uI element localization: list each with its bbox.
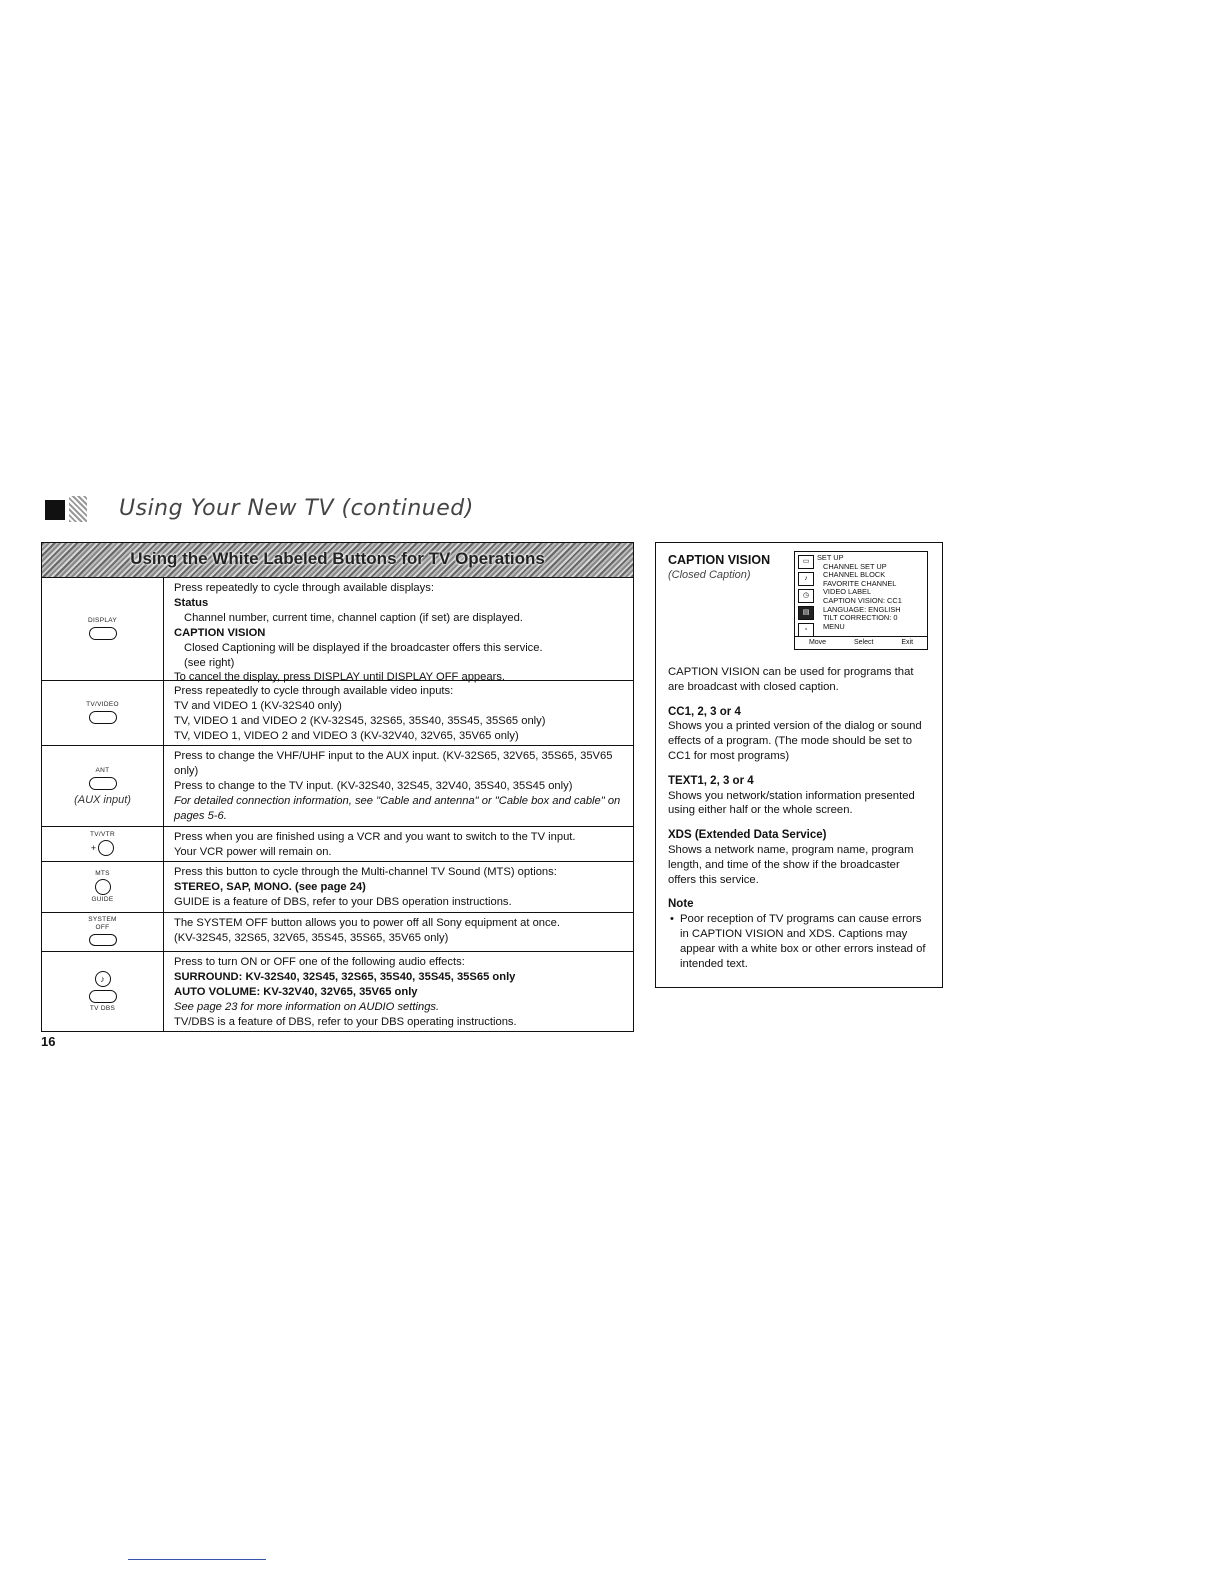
surround-button-icon: [89, 990, 117, 1003]
tv-video-button-cell: [42, 681, 164, 745]
table-row-tv-video: [42, 680, 633, 745]
text-line: Press to change the VHF/UHF input to the AUX input. (KV-32S65, 32V65, 35S65, 35V65 only): [174, 750, 613, 777]
mts-button-cell: [42, 862, 164, 912]
screen-icon: ▫: [798, 623, 814, 637]
table-row-mts: [42, 861, 633, 912]
caption-body: [668, 665, 930, 971]
text-line: Closed Captioning will be displayed if the broadcaster offers this service.: [184, 641, 543, 654]
ant-description: [164, 746, 633, 826]
text-line: To cancel the display, press DISPLAY until DISPLAY OFF appears.: [174, 671, 506, 684]
setup-menu-screen: [794, 551, 928, 650]
ant-label: ANT: [95, 766, 110, 774]
table-row-system-off: [42, 912, 633, 951]
xds-text: Shows a network name, program name, program length, and time of the show if the broadcaster offers this service.: [668, 843, 914, 886]
text-line: Press when you are finished using a VCR and you want to switch to the TV input.: [174, 831, 576, 843]
tv-vtr-label: TV/VTR: [90, 831, 115, 838]
tv-vtr-description: [164, 827, 633, 861]
mts-label: MTS: [95, 870, 110, 877]
caption-title: CAPTION VISION: [668, 553, 771, 567]
note-block: [668, 897, 930, 971]
xds-heading: XDS (Extended Data Service): [668, 829, 827, 842]
exit-hint: Exit: [901, 638, 914, 646]
table-row-ant: [42, 745, 633, 826]
select-hint: Select: [853, 638, 874, 646]
table-heading: [42, 543, 633, 577]
ant-button-cell: [42, 746, 164, 826]
text-line: TV/DBS is a feature of DBS, refer to your DBS operating instructions.: [174, 1015, 517, 1028]
tv-video-button-icon: [89, 711, 117, 724]
tv-dbs-label: TV DBS: [89, 1005, 116, 1012]
move-hint: Move: [808, 638, 827, 646]
menu-item: VIDEO LABEL: [823, 587, 872, 597]
text-line: TV, VIDEO 1 and VIDEO 2 (KV-32S45, 32S65, 35S40, 35S45, 35S65 only): [174, 714, 546, 727]
cc-heading: CC1, 2, 3 or 4: [668, 705, 741, 718]
section-marker-icon: [45, 500, 65, 520]
section-marker-pattern-icon: [69, 496, 87, 522]
buttons-table: [41, 542, 634, 1032]
table-row-display: [42, 577, 633, 684]
menu-item: FAVORITE CHANNEL: [823, 578, 897, 588]
display-button-cell: [42, 578, 164, 680]
system-off-button-cell: [42, 913, 164, 951]
system-off-button-icon: [89, 934, 117, 946]
table-heading-text: Using the White Labeled Buttons for TV Operations: [130, 549, 545, 568]
text-line: See page 23 for more information on AUDIO settings.: [174, 1000, 440, 1013]
text-line: AUTO VOLUME: KV-32V40, 32V65, 35V65 only: [174, 985, 418, 998]
text-line: Press to change to the TV input. (KV-32S40, 32S45, 32V40, 35S40, 35S45 only): [174, 779, 573, 792]
text-line: STEREO, SAP, MONO. (see page 24): [174, 880, 366, 893]
tv-video-description: [164, 681, 633, 745]
ant-button-icon: [89, 777, 117, 790]
menu-item: TILT CORRECTION: 0: [823, 613, 898, 623]
text-text: Shows you network/station information presented using either half or the whole screen.: [668, 789, 915, 817]
mts-button-icon: [95, 879, 111, 895]
timer-icon: ◷: [798, 589, 814, 603]
caption-intro: CAPTION VISION can be used for programs that are broadcast with closed caption.: [668, 666, 914, 693]
audio-effect-icon: ♪: [95, 971, 111, 987]
note-text: • Poor reception of TV programs can cause errors in CAPTION VISION and XDS. Captions may appear with a white box or other errors instead of intended text.: [680, 912, 930, 971]
surround-description: [164, 952, 633, 1031]
caption-vision-panel: [655, 542, 943, 988]
aux-input-label: (AUX input): [74, 793, 131, 806]
tv-video-label: TV/VIDEO: [86, 700, 119, 708]
footer-rule: [128, 1559, 266, 1560]
text-line: The SYSTEM OFF button allows you to power off all Sony equipment at once.: [174, 917, 560, 929]
menu-item-selected: CAPTION VISION: CC1: [823, 595, 902, 605]
menu-icon-column: [798, 555, 814, 640]
text-line: GUIDE is a feature of DBS, refer to your DBS operation instructions.: [174, 895, 512, 908]
note-heading: Note: [668, 898, 694, 911]
system-off-label: SYSTEM OFF: [88, 916, 117, 931]
text-line: Press repeatedly to cycle through available video inputs:: [174, 685, 454, 697]
text-line: TV, VIDEO 1, VIDEO 2 and VIDEO 3 (KV-32V40, 32V65, 35V65 only): [174, 729, 519, 742]
table-row-surround: [42, 951, 633, 1031]
tv-vtr-button-group: [91, 839, 114, 857]
text-line: CAPTION VISION: [174, 626, 266, 639]
text-line: Press to turn ON or OFF one of the following audio effects:: [174, 956, 465, 968]
audio-icon: ♪: [798, 572, 814, 586]
text-line: Your VCR power will remain on.: [174, 845, 332, 858]
tv-vtr-button-cell: [42, 827, 164, 861]
menu-item: LANGUAGE: ENGLISH: [823, 604, 901, 614]
table-row-tv-vtr: [42, 826, 633, 861]
cc-text: Shows you a printed version of the dialog or sound effects of a program. (The mode should be set to CC1 for most programs): [668, 720, 922, 762]
menu-item: SET UP: [817, 553, 844, 562]
video-icon: ▭: [798, 555, 814, 569]
menu-footer: [795, 636, 927, 649]
page-header: [45, 492, 645, 532]
tv-vtr-button-icon: [98, 840, 114, 856]
surround-button-cell: [42, 952, 164, 1031]
text-line: (KV-32S45, 32S65, 32V65, 35S45, 35S65, 35V65 only): [174, 931, 449, 944]
system-off-description: [164, 913, 633, 951]
text-line: Press this button to cycle through the Multi-channel TV Sound (MTS) options:: [174, 866, 557, 878]
page-title: Using Your New TV (continued): [119, 496, 474, 521]
page-number: 16: [41, 1034, 56, 1049]
caption-subtitle: (Closed Caption): [668, 568, 751, 581]
mts-description: [164, 862, 633, 912]
menu-item: MENU: [823, 621, 845, 631]
text-line: Press repeatedly to cycle through available displays:: [174, 582, 434, 594]
display-button-icon: [89, 627, 117, 640]
display-label: DISPLAY: [87, 616, 118, 624]
text-line: (see right): [184, 656, 235, 669]
text-line: SURROUND: KV-32S40, 32S45, 32S65, 35S40, 35S45, 35S65 only: [174, 970, 516, 983]
text-line: For detailed connection information, see "Cable and antenna" or "Cable box and cable" on pages 5-6.: [174, 794, 621, 822]
menu-item: CHANNEL BLOCK: [823, 570, 886, 580]
plus-icon: +: [90, 843, 97, 853]
display-description: [164, 578, 633, 684]
text-line: TV and VIDEO 1 (KV-32S40 only): [174, 699, 342, 712]
menu-item: CHANNEL SET UP: [823, 561, 887, 571]
text-heading: TEXT1, 2, 3 or 4: [668, 774, 754, 787]
guide-label: GUIDE: [91, 896, 114, 903]
text-line: Status: [174, 596, 209, 609]
text-line: Channel number, current time, channel caption (if set) are displayed.: [184, 611, 523, 624]
menu-items: [817, 554, 902, 631]
setup-icon: ▤: [798, 606, 814, 620]
